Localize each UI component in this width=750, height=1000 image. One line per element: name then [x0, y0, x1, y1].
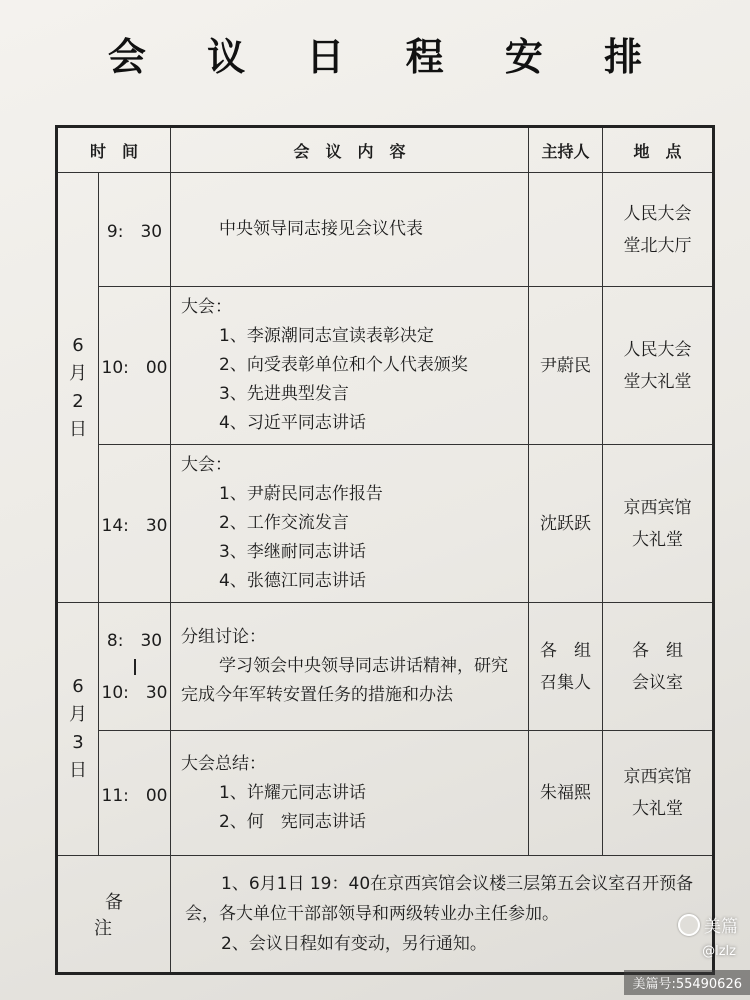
session-host [529, 173, 603, 287]
session-content: 分组讨论： 学习领会中央领导同志讲话精神，研究完成今年军转安置任务的措施和办法 [171, 603, 529, 731]
session-row [57, 173, 714, 287]
session-time: 14: 30 [99, 445, 171, 603]
session-host: 尹蔚民 [529, 287, 603, 445]
session-host: 沈跃跃 [529, 445, 603, 603]
remarks-label: 备 注 [57, 856, 171, 974]
header-location: 地 点 [603, 127, 714, 173]
session-host: 朱福熙 [529, 731, 603, 856]
header-content: 会 议 内 容 [171, 127, 529, 173]
session-host: 各 组 召集人 [529, 603, 603, 731]
session-row [57, 731, 714, 856]
session-location: 人民大会 堂北大厅 [603, 173, 714, 287]
remarks-content: 1、6月1日 19：40在京西宾馆会议楼三层第五会议室召开预备会，各大单位干部部领导和两级转业办主任参加。 2、会议日程如有变动，另行通知。 [171, 856, 714, 974]
session-content: 大会： 1、尹蔚民同志作报告 2、工作交流发言 3、李继耐同志讲话 4、张德江同志讲话 [171, 445, 529, 603]
header-host: 主持人 [529, 127, 603, 173]
session-row [57, 287, 714, 445]
session-row [57, 603, 714, 731]
session-time: 9: 30 [99, 173, 171, 287]
session-time: 11: 00 [99, 731, 171, 856]
remarks-row [57, 856, 714, 974]
session-content: 中央领导同志接见会议代表 [171, 173, 529, 287]
session-location: 各 组 会议室 [603, 603, 714, 731]
time-range-separator [134, 659, 136, 675]
session-row [57, 445, 714, 603]
watermark-handle: @lzlz [702, 944, 736, 959]
session-location: 京西宾馆 大礼堂 [603, 731, 714, 856]
meipian-logo-icon [678, 914, 700, 936]
schedule-table [55, 125, 715, 975]
session-time-range: 8: 30 10: 30 [99, 603, 171, 731]
session-location: 京西宾馆 大礼堂 [603, 445, 714, 603]
header-time: 时 间 [57, 127, 171, 173]
date-june-2: 6 月 2 日 [57, 173, 99, 603]
page-title: 会 议 日 程 安 排 [107, 34, 667, 79]
watermark-id: 美篇号:55490626 [624, 970, 750, 995]
session-content: 大会总结： 1、许耀元同志讲话 2、何 宪同志讲话 [171, 731, 529, 856]
date-june-3: 6 月 3 日 [57, 603, 99, 856]
session-content: 大会： 1、李源潮同志宣读表彰决定 2、向受表彰单位和个人代表颁奖 3、先进典型发言 4、习近平同志讲话 [171, 287, 529, 445]
session-time: 10: 00 [99, 287, 171, 445]
session-location: 人民大会 堂大礼堂 [603, 287, 714, 445]
header-row [57, 127, 714, 173]
watermark-brand: 美篇 [678, 912, 738, 937]
